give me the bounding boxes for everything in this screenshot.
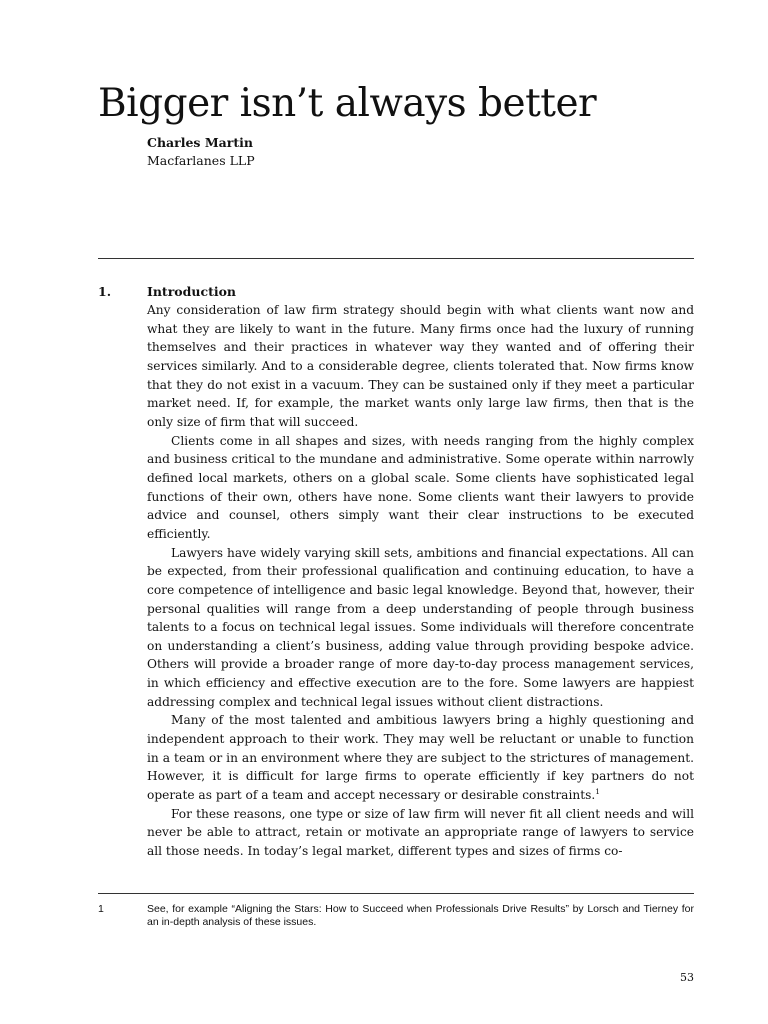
section-number: 1.: [98, 284, 112, 299]
author-affiliation: Macfarlanes LLP: [147, 153, 255, 168]
footnote-reference[interactable]: 1: [595, 787, 601, 796]
header-divider: [98, 258, 694, 259]
paragraph: Any consideration of law firm strategy should begin with what clients want now and what they are likely to want in the future. Many firms once had the luxury of running themselves and their practices in whatever way they wanted and of offering their services similarly. And to a considerable degree, clients tolerated that. Now firms know that they do not exist in a vacuum. They can be sustained only if they meet a particular market need. If, for example, the market wants only large law firms, then that is the only size of firm that will succeed.: [147, 303, 694, 429]
paragraph: Clients come in all shapes and sizes, with needs ranging from the highly complex and business critical to the mundane and administrative. Some operate within narrowly defined local markets, others on a global scale. Some clients have sophisticated legal functions of their own, others have none. Some clients want their lawyers to provide advice and counsel, others simply want their clear instructions to be executed efficiently.: [147, 433, 694, 541]
section-body: [147, 301, 694, 861]
page-number: 53: [680, 971, 694, 984]
paragraph: Lawyers have widely varying skill sets, ambitions and financial expectations. All can be expected, from their professional qualification and continuing education, to have a core competence of intelligence and basic legal knowledge. Beyond that, however, their personal qualities will range from a deep understanding of people through business talents to a focus on technical legal issues. Some individuals will therefore concentrate on understanding a client’s business, adding value through providing bespoke advice. Others will provide a broader range of more day-to-day process management services, in which efficiency and effective execution are to the fore. Some lawyers are happiest addressing complex and technical legal issues without client distractions.: [147, 545, 694, 709]
footnote-divider: [98, 893, 694, 894]
author-name: Charles Martin: [147, 135, 253, 150]
page-title: Bigger isn’t always better: [98, 81, 597, 126]
paragraph: [147, 711, 694, 804]
paragraph: For these reasons, one type or size of law firm will never fit all client needs and will never be able to attract, retain or motivate an appropriate range of lawyers to service all those needs. In today’s legal market, different types and sizes of firms co-: [147, 806, 694, 859]
paragraph-text: Many of the most talented and ambitious lawyers bring a highly questioning and independent approach to their work. They may well be reluctant or unable to function in a team or in an environment where they are subject to the strictures of management. However, it is difficult for large firms to operate efficiently if key partners do not operate as part of a team and accept necessary or desirable constraints.: [147, 713, 694, 803]
section-heading: Introduction: [147, 284, 237, 299]
footnote-number: 1: [98, 903, 104, 915]
footnote-text: See, for example “Aligning the Stars: How to Succeed when Professionals Drive Results” by Lorsch and Tierney for an in-depth analysis of these issues.: [147, 903, 694, 928]
